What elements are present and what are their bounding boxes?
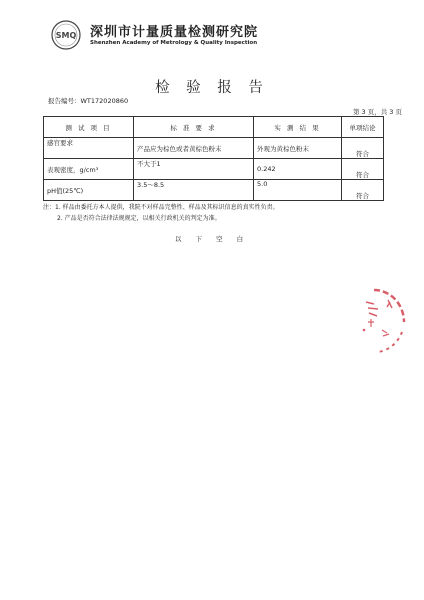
cell-conclusion: 符合	[342, 138, 384, 159]
org-name-en: Shenzhen Academy of Metrology & Quality Inspection	[90, 40, 258, 46]
header-conclusion: 单项结论	[342, 117, 384, 138]
cell-result: 0.242	[254, 159, 342, 180]
table-row	[44, 138, 384, 159]
cell-standard: 3.5～8.5	[134, 180, 254, 201]
cell-conclusion: 符合	[342, 180, 384, 201]
results-table	[43, 116, 384, 201]
cell-result: 5.0	[254, 180, 342, 201]
report-number: 报告编号：WT172020860	[48, 97, 129, 105]
report-title: 检 验 报 告	[155, 80, 269, 96]
cell-result: 外观为黄棕色粉末	[254, 138, 342, 159]
table-row	[44, 180, 384, 201]
cell-item: pH值(25℃)	[44, 180, 134, 201]
note-line: 2. 产品是否符合法律法规规定，以相关行政机关的判定为准。	[57, 215, 221, 222]
header-test-item: 测 试 项 目	[44, 117, 134, 138]
cell-conclusion: 符合	[342, 159, 384, 180]
org-name-cn: 深圳市计量质量检测研究院	[90, 25, 259, 40]
end-of-report-mark: 以 下 空 白	[174, 235, 250, 243]
note-line: 注：1. 样品由委托方本人提供，我院不对样品完整性、样品及其标识信息的真实性负责。	[43, 204, 279, 211]
cell-standard: 产品应为棕色或者黄棕色粉末	[134, 138, 254, 159]
header-result: 实 测 结 果	[254, 117, 342, 138]
table-row	[44, 159, 384, 180]
cell-item: 表观密度，g/cm³	[44, 159, 134, 180]
official-seal	[344, 286, 406, 356]
header-standard: 标 准 要 求	[134, 117, 254, 138]
table-header-row	[44, 117, 384, 138]
svg-text:SMQ: SMQ	[55, 31, 77, 40]
smq-logo	[51, 20, 81, 50]
notes-block	[43, 202, 279, 224]
cell-item: 感官要求	[44, 138, 134, 159]
cell-standard: 不大于1	[134, 159, 254, 180]
page-number: 第 3 页，共 3 页	[352, 108, 402, 116]
